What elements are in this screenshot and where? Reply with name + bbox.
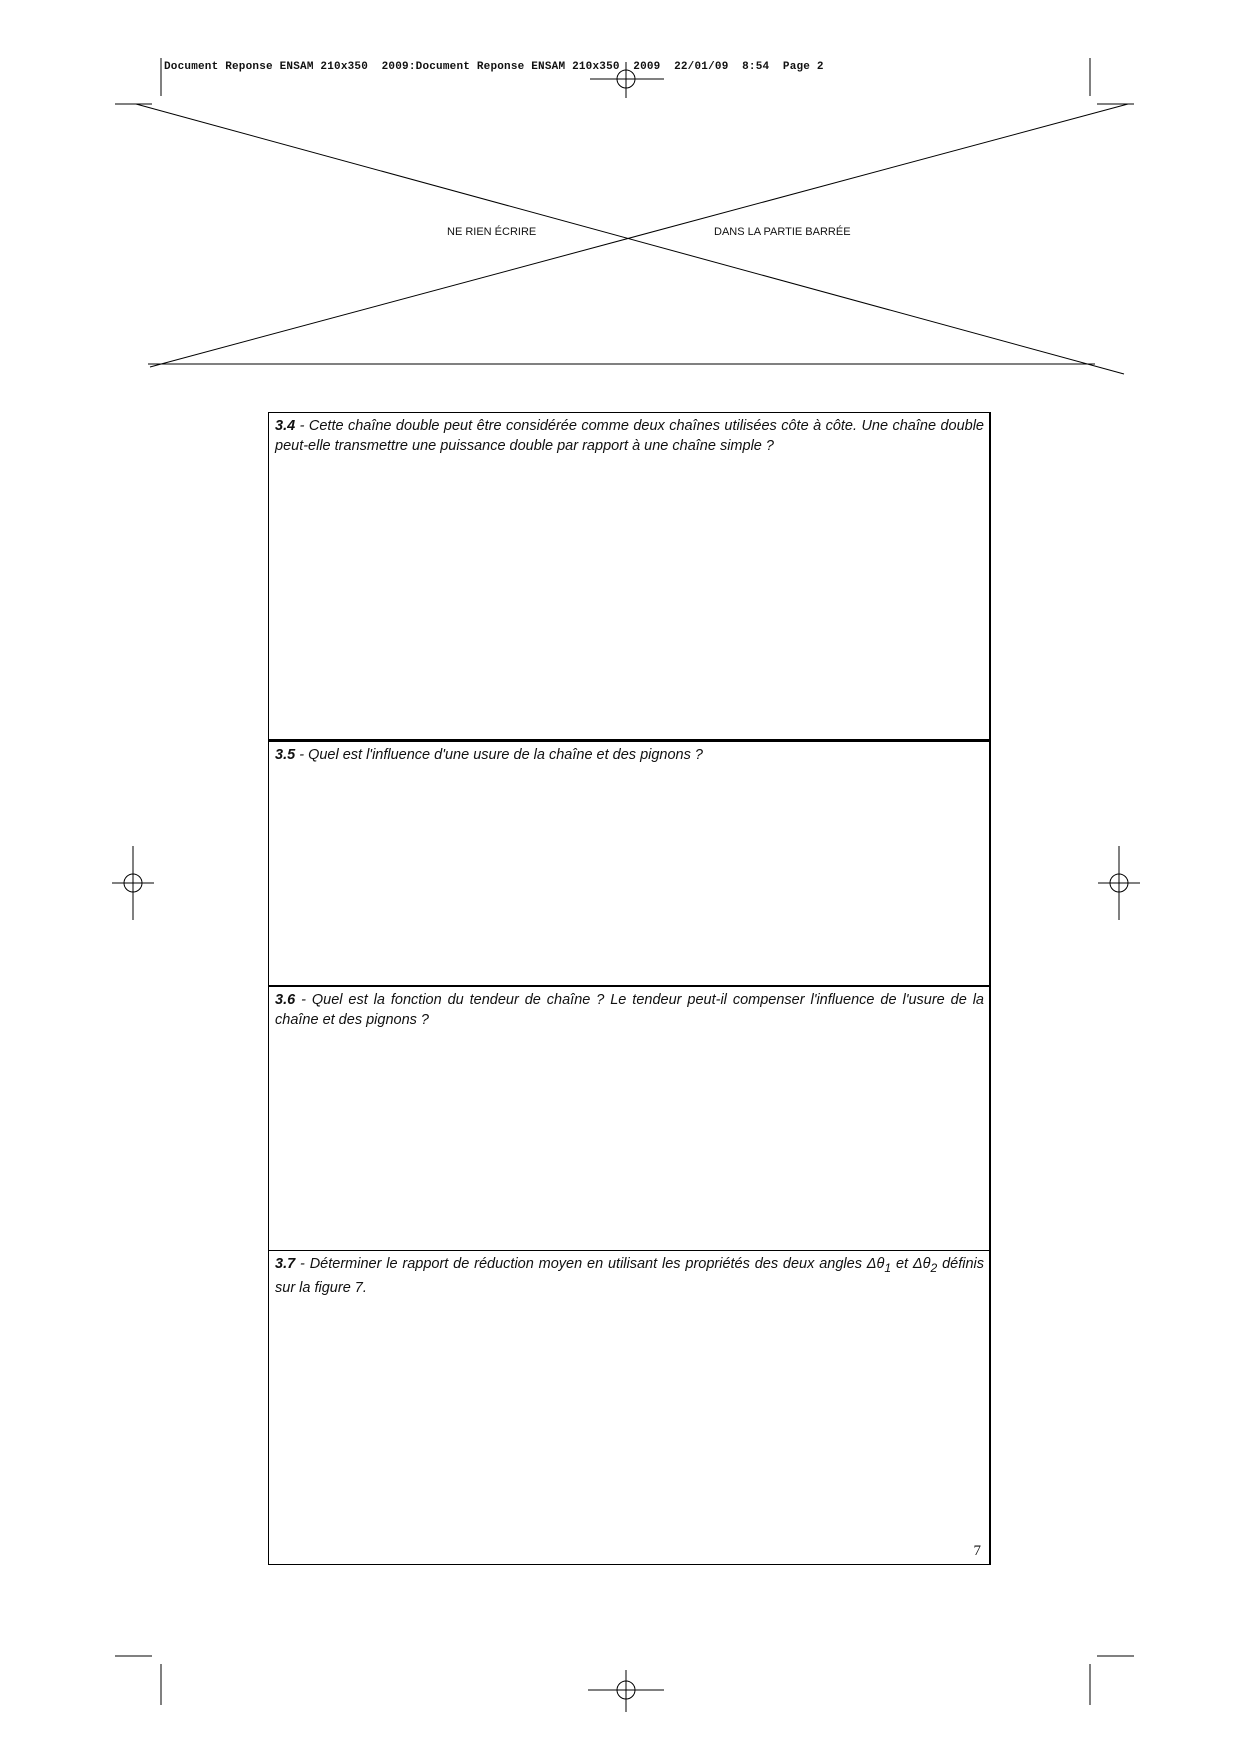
question-3-5-text [275,745,984,765]
question-3-4[interactable] [269,413,989,739]
question-body-end: définis sur la figure 7. [275,1256,985,1296]
question-separator: - [295,418,309,434]
angle-symbol: Δθ [866,1256,885,1272]
question-3-7-text [275,1254,984,1298]
question-3-7[interactable] [269,1250,989,1564]
banner-left-text: NE RIEN ÉCRIRE [447,226,537,238]
conjunction: et [891,1256,913,1272]
question-body: Déterminer le rapport de réduction moyen en utilisant les propriétés des deux angles [309,1256,867,1272]
angle-subscript: 2 [930,1260,938,1275]
print-header-slug: Document Reponse ENSAM 210x350 2009:Document Reponse ENSAM 210x350 2009 22/01/09 8:54 Page 2 [164,61,824,73]
angle-symbol: Δθ [912,1256,931,1272]
question-separator: - [295,992,312,1008]
registration-target-right [1098,846,1140,920]
question-separator: - [295,747,309,763]
question-body: Quel est la fonction du tendeur de chaîne ? Le tendeur peut-il compenser l'influence de l'usure de la chaîne et des pignons ? [275,992,984,1028]
question-3-5[interactable] [269,739,989,985]
question-number: 3.6 [275,992,296,1008]
question-body: Quel est l'influence d'une usure de la chaîne et des pignons ? [308,747,703,763]
angle-delta-theta-1 [866,1256,892,1275]
question-3-6-text [275,990,984,1030]
cross-line-2 [150,104,1128,367]
banner-right-text: DANS LA PARTIE BARRÉE [714,226,851,238]
angle-subscript: 1 [884,1260,892,1275]
question-3-6[interactable] [269,985,989,1250]
registration-target-bottom [588,1670,664,1712]
question-3-4-text [275,416,984,456]
angle-delta-theta-2 [912,1256,938,1275]
registration-target-left [112,846,154,920]
question-separator: - [295,1256,310,1272]
question-number: 3.4 [275,418,296,434]
question-number: 3.7 [275,1256,296,1272]
page-number: 7 [973,1543,981,1559]
answer-frame [268,412,991,1565]
question-number: 3.5 [275,747,296,763]
question-body: Cette chaîne double peut être considérée comme deux chaînes utilisées côte à côte. Une chaîne double peut-elle transmettre une puissance double par rapport à une chaîne simple ? [275,418,984,454]
